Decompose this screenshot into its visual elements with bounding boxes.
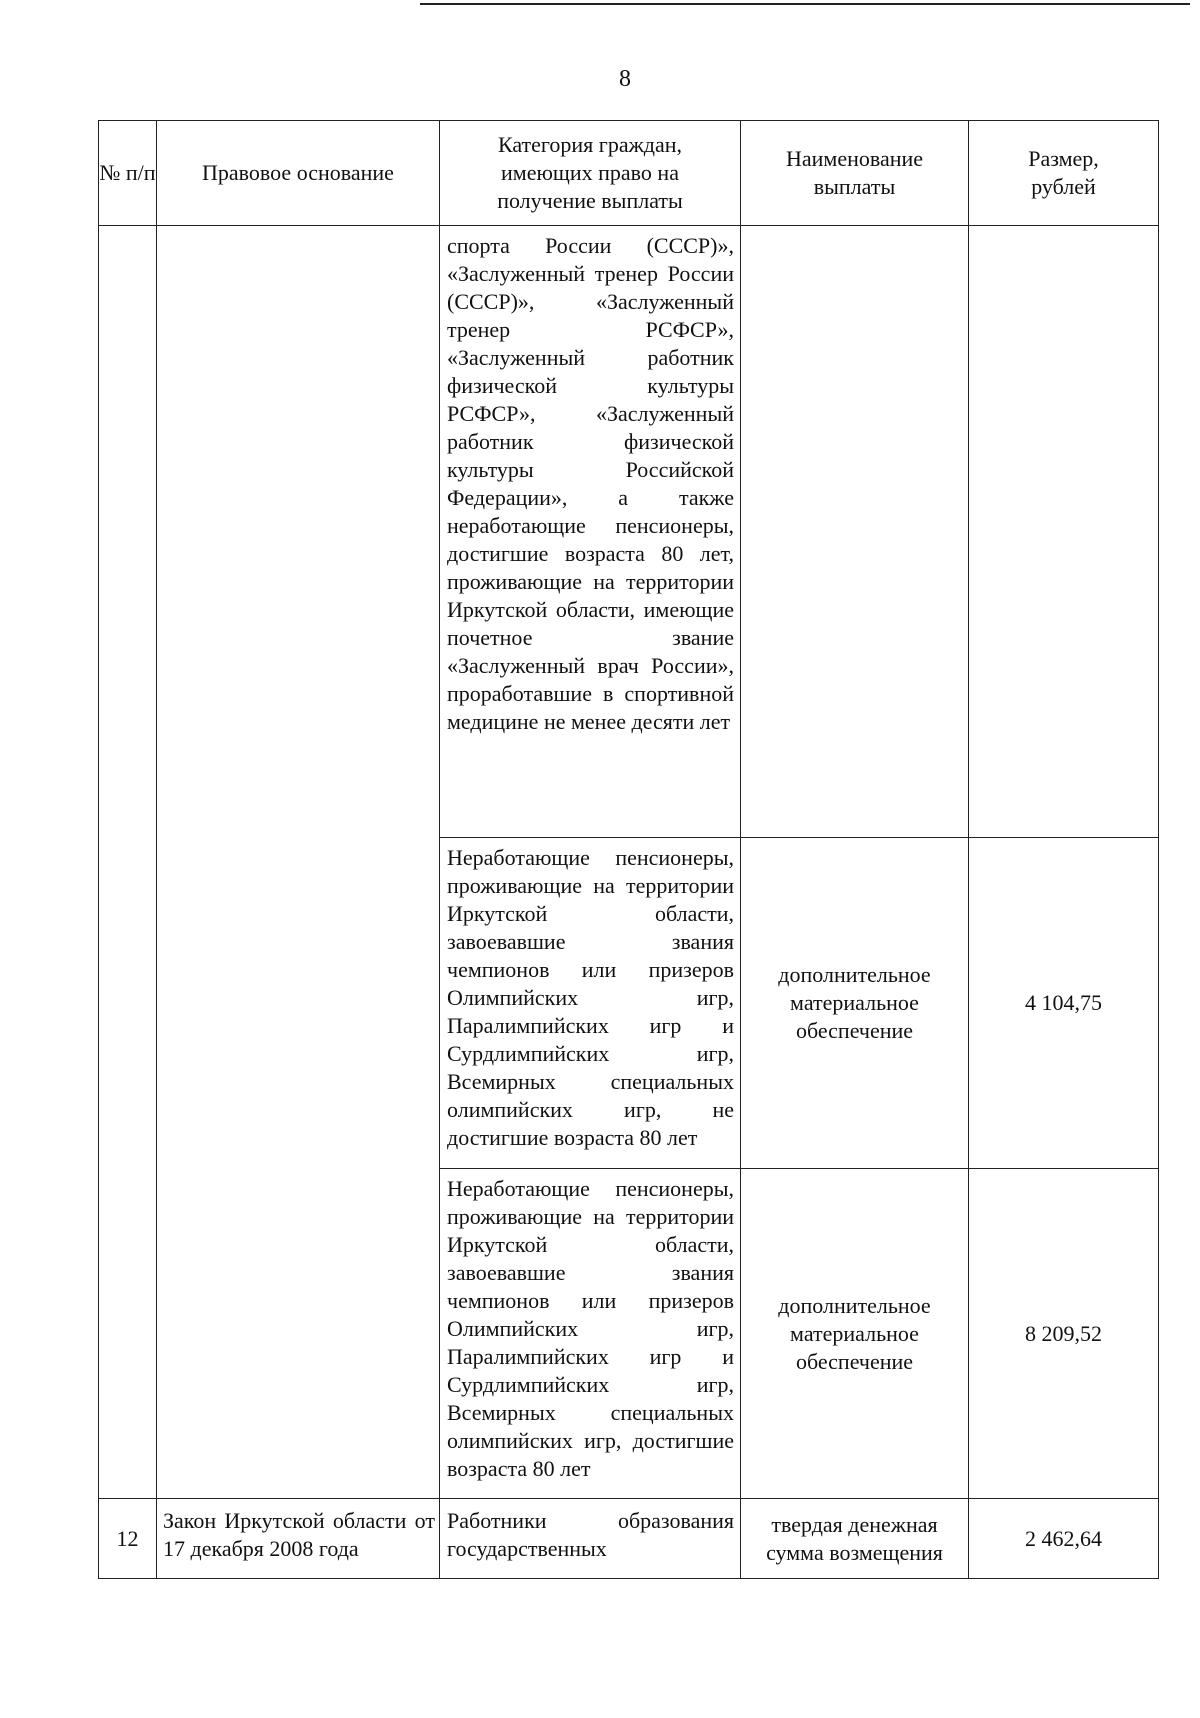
row-num-cell xyxy=(99,226,157,1499)
payment-name-cell: твердая денежная сумма возмещения xyxy=(741,1499,969,1579)
table-row xyxy=(99,1499,1159,1579)
header-basis: Правовое основание xyxy=(157,121,440,226)
row-basis-cell xyxy=(157,226,440,1499)
top-rule xyxy=(420,3,1190,5)
amount-cell xyxy=(969,226,1159,838)
header-category: Категория граждан, имеющих право на получение выплаты xyxy=(440,121,741,226)
payments-table xyxy=(98,120,1159,1579)
payment-name-cell: дополнительное материальное обеспечение xyxy=(741,838,969,1169)
payment-name-cell: дополнительное материальное обеспечение xyxy=(741,1169,969,1499)
header-amount: Размер, рублей xyxy=(969,121,1159,226)
category-cell: Неработающие пенсионеры, проживающие на территории Иркутской области, завоевавшие звания чемпионов или призеров Олимпийских игр, Паралимпийских игр и Сурдлимпийских игр, Всемирных специальных олимпийских игр, не достигшие возраста 80 лет xyxy=(440,838,741,1169)
amount-cell: 2 462,64 xyxy=(969,1499,1159,1579)
category-cell: Неработающие пенсионеры, проживающие на территории Иркутской области, завоевавшие звания чемпионов или призеров Олимпийских игр, Паралимпийских игр и Сурдлимпийских игр, Всемирных специальных олимпийских игр, достигшие возраста 80 лет xyxy=(440,1169,741,1499)
table-row xyxy=(99,226,1159,838)
row-basis-cell: Закон Иркутской области от 17 декабря 2008 года xyxy=(157,1499,440,1579)
page-number: 8 xyxy=(619,66,631,92)
header-payment-name: Наименование выплаты xyxy=(741,121,969,226)
category-cell: спорта России (СССР)», «Заслуженный тренер России (СССР)», «Заслуженный тренер РСФСР», «Заслуженный работник физической культуры РСФСР», «Заслуженный работник физической культуры Российской Федерации», а также неработающие пенсионеры, достигшие возраста 80 лет, проживающие на территории Иркутской области, имеющие почетное звание «Заслуженный врач России», проработавшие в спортивной медицине не менее десяти лет xyxy=(440,226,741,838)
header-num: № п/п xyxy=(99,121,157,226)
row-num-cell: 12 xyxy=(99,1499,157,1579)
amount-cell: 8 209,52 xyxy=(969,1169,1159,1499)
category-cell: Работники образования государственных xyxy=(440,1499,741,1579)
payment-name-cell xyxy=(741,226,969,838)
table-header-row xyxy=(99,121,1159,226)
amount-cell: 4 104,75 xyxy=(969,838,1159,1169)
